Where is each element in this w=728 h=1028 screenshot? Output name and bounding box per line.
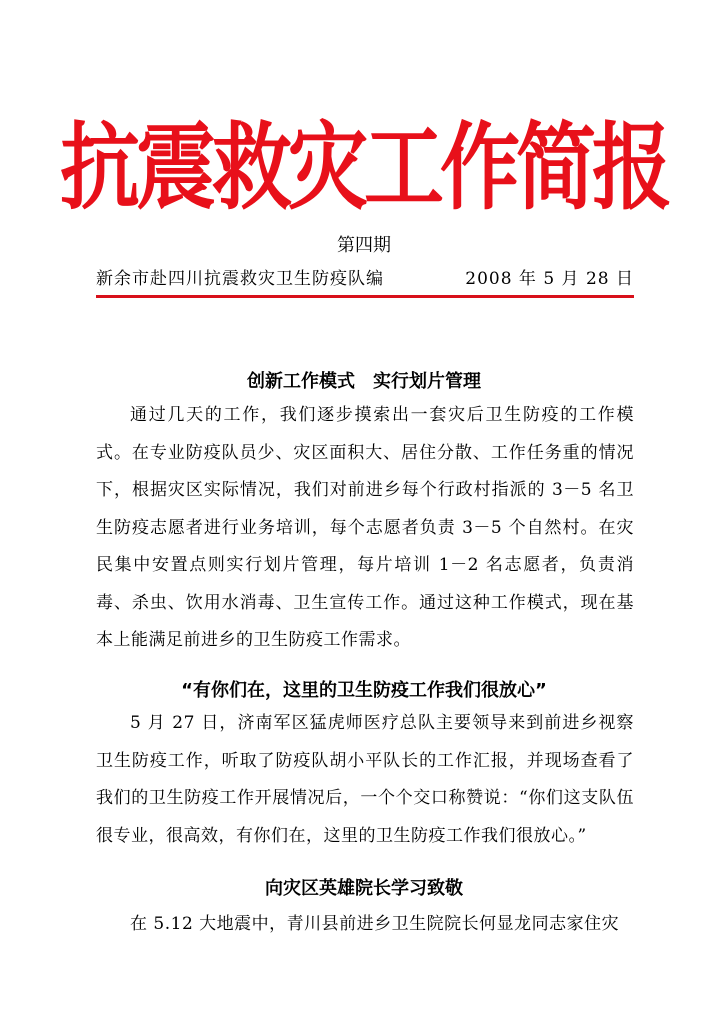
issue-number: 第四期	[337, 235, 391, 256]
section-body-1: 通过几天的工作，我们逐步摸索出一套灾后卫生防疫的工作模式。在专业防疫队员少、灾区面积大、居住分散、工作任务重的情况下，根据灾区实际情况，我们对前进乡每个行政村指派的 3－5 名卫生防疫志愿者进行业务培训，每个志愿者负责 3－5 个自然村。在灾民集中安置点则实行划片管理，每片培训 1－2 名志愿者，负责消毒、杀虫、饮用水消毒、卫生宣传工作。通过这种工作模式，现在基本上能满足前进乡的卫生防疫工作需求。	[96, 405, 634, 650]
section-heading-1: 创新工作模式 实行划片管理	[247, 371, 481, 392]
section-heading-2: “有你们在，这里的卫生防疫工作我们很放心”	[181, 680, 547, 701]
publish-date: 2008 年 5 月 28 日	[465, 269, 634, 289]
masthead-title: 抗震救灾工作简报	[60, 111, 668, 223]
section-heading-3: 向灾区英雄院长学习致敬	[265, 878, 463, 899]
section-body-2: 5 月 27 日，济南军区猛虎师医疗总队主要领导来到前进乡视察卫生防疫工作，听取了防疫队胡小平队长的工作汇报，并现场查看了我们的卫生防疫工作开展情况后，一个个交口称赞说：“你们这支队伍很专业，很高效，有你们在，这里的卫生防疫工作我们很放心。”	[96, 713, 634, 846]
editor-line: 新余市赴四川抗震救灾卫生防疫队编	[96, 269, 384, 289]
section-body-3: 在 5.12 大地震中，青川县前进乡卫生院院长何显龙同志家住灾	[130, 914, 620, 934]
red-divider	[96, 295, 634, 298]
